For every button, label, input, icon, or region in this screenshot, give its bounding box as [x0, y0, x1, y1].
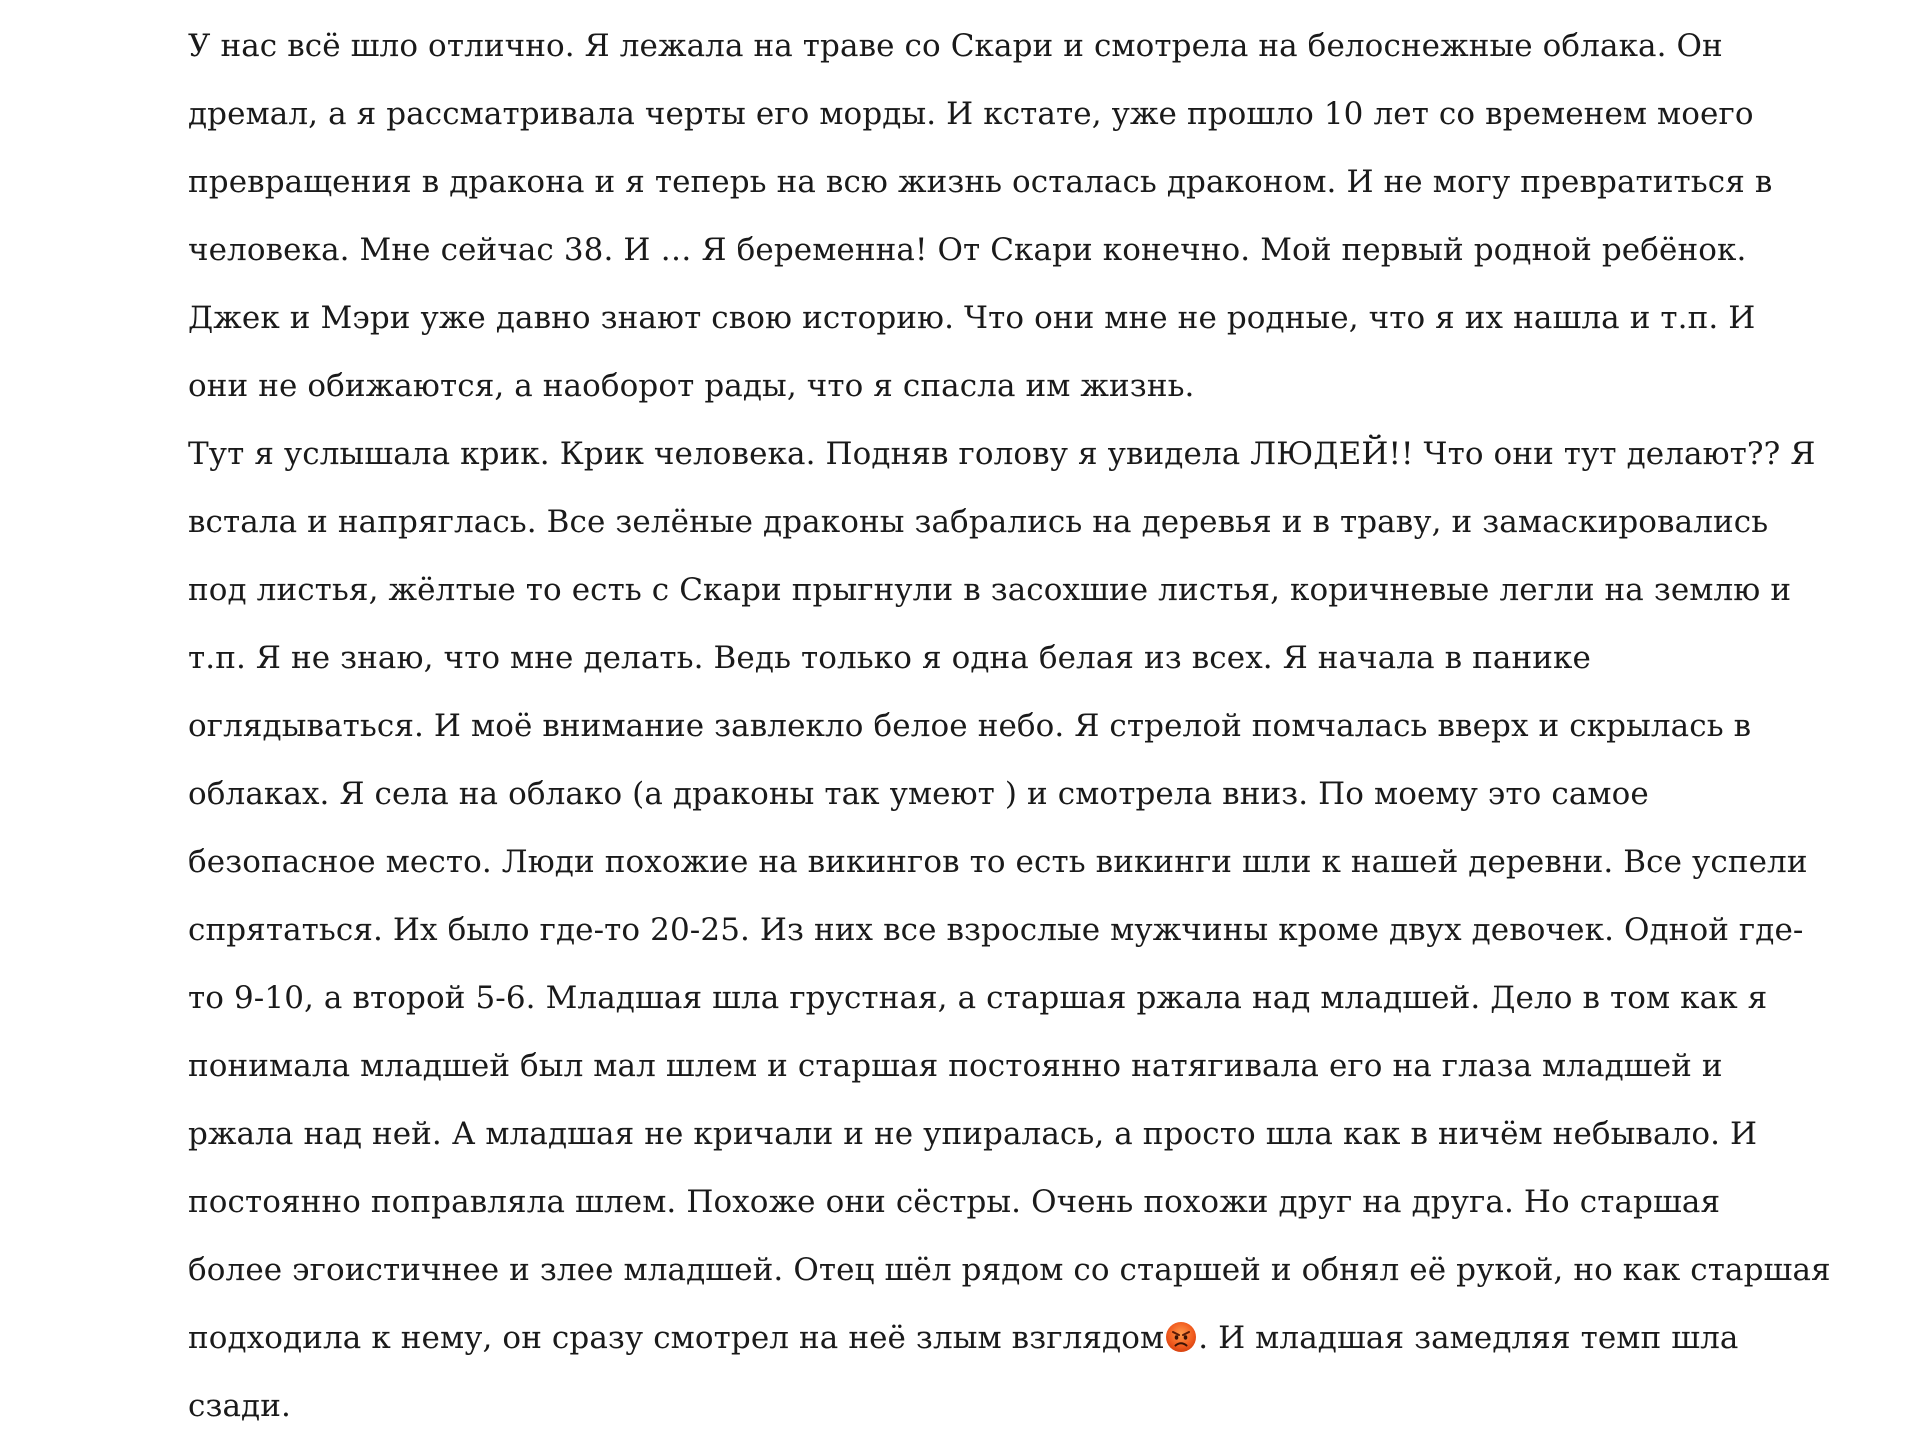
text-before-emoji: подходила к нему, он сразу смотрел на неё злым взглядом [188, 1320, 1165, 1356]
text-line: постоянно поправляла шлем. Похоже они сёстры. Очень похожи друг на друга. Но старшая [188, 1184, 1721, 1220]
text-line: безопасное место. Люди похожие на викингов то есть викинги шли к нашей деревни. Все успели [188, 844, 1808, 880]
text-line: спрятаться. Их было где-то 20-25. Из них все взрослые мужчины кроме двух девочек. Одной где- [188, 912, 1804, 948]
document-body [188, 12, 1831, 1440]
text-line: они не обижаются, а наоборот рады, что я спасла им жизнь. [188, 368, 1195, 404]
text-line: более эгоистичнее и злее младшей. Отец шёл рядом со старшей и обнял её рукой, но как старшая [188, 1252, 1831, 1288]
text-line: то 9-10, а второй 5-6. Младшая шла грустная, а старшая ржала над младшей. Дело в том как я [188, 980, 1768, 1016]
text-line: Тут я услышала крик. Крик человека. Подняв голову я увидела ЛЮДЕЙ!! Что они тут делают?? Я [188, 436, 1816, 472]
text-line: дремал, а я рассматривала черты его морды. И кстате, уже прошло 10 лет со временем моего [188, 96, 1754, 132]
text-line: встала и напряглась. Все зелёные драконы забрались на деревья и в траву, и замаскировались [188, 504, 1769, 540]
text-line: Джек и Мэри уже давно знают свою историю. Что они мне не родные, что я их нашла и т.п. И [188, 300, 1756, 336]
text-line: т.п. Я не знаю, что мне делать. Ведь только я одна белая из всех. Я начала в панике [188, 640, 1591, 676]
text-line-with-emoji [188, 1304, 1768, 1372]
text-line: под листья, жёлтые то есть с Скари прыгнули в засохшие листья, коричневые легли на землю и [188, 572, 1792, 608]
text-line: У нас всё шло отлично. Я лежала на траве со Скари и смотрела на белоснежные облака. Он [188, 28, 1723, 64]
text-line: оглядываться. И моё внимание завлекло белое небо. Я стрелой помчалась вверх и скрылась в [188, 708, 1752, 744]
text-line: человека. Мне сейчас 38. И … Я беременна! От Скари конечно. Мой первый родной ребёнок. [188, 232, 1747, 268]
angry-face-icon [1165, 1321, 1197, 1353]
text-line: превращения в дракона и я теперь на всю жизнь осталась драконом. И не могу превратиться в [188, 164, 1773, 200]
text-line: понимала младшей был мал шлем и старшая постоянно натягивала его на глаза младшей и [188, 1048, 1723, 1084]
text-line: сзади. [188, 1388, 291, 1424]
text-line: облаках. Я села на облако (а драконы так умеют ) и смотрела вниз. По моему это самое [188, 776, 1649, 812]
text-line: ржала над ней. А младшая не кричали и не упиралась, а просто шла как в ничём небывало. И [188, 1116, 1758, 1152]
text-after-emoji: . И младшая замедляя темп шла [1198, 1320, 1739, 1356]
